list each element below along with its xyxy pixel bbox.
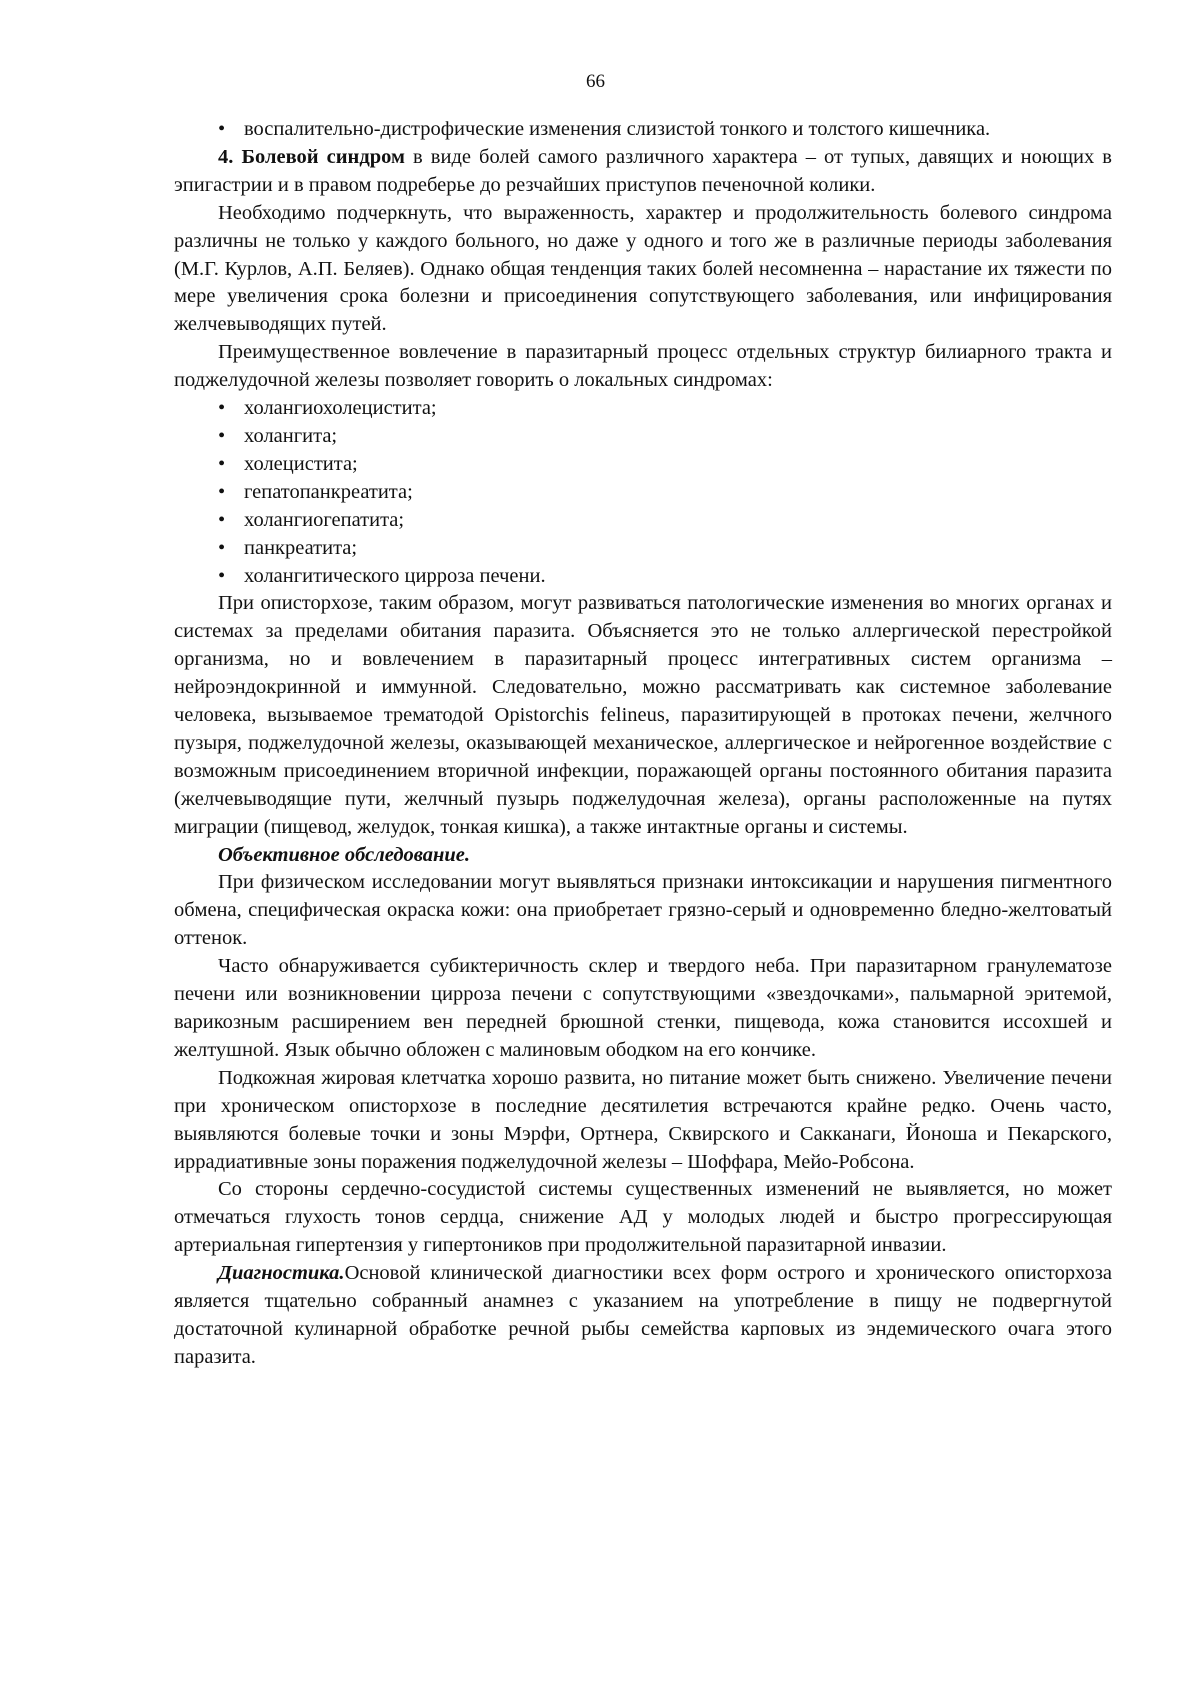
paragraph-local-syndromes: Преимущественное вовлечение в паразитарный процесс отдельных структур билиарного тракта и поджелудочной железы позволяет говорить о локальных синдромах: (174, 341, 1112, 392)
list-item: • холангитического цирроза печени. (218, 563, 1112, 591)
pain-syndrome-heading: 4. Болевой синдром (218, 145, 405, 168)
heading-objective-exam: Объективное обследование. (218, 843, 471, 866)
list-item: • панкреатита; (218, 535, 1112, 563)
list-item: • холецистита; (218, 451, 1112, 479)
syndrome-list (174, 395, 1112, 590)
bullet-item-intestine-changes: • воспалительно-дистрофические изменения слизистой тонкого и толстого кишечника. (218, 116, 1112, 144)
paragraph-diagnostics (174, 1260, 1112, 1372)
list-item: • холангита; (218, 423, 1112, 451)
diagnostics-heading: Диагностика. (218, 1262, 345, 1285)
paragraph-pain-syndrome (174, 144, 1112, 200)
page-number: 66 (586, 71, 605, 92)
diagnostics-text: Основой клинической диагностики всех форм острого и хронического описторхоза является тщательно собранный анамнез с указанием на употребление в пищу не подвергнутой достаточной кулинарной обработке речной рыбы семейства карповых из эндемического очага этого паразита. (174, 1262, 1112, 1368)
list-item: • холангиохолецистита; (218, 395, 1112, 423)
paragraph-exam-skin: При физическом исследовании могут выявляться признаки интоксикации и нарушения пигментного обмена, специфическая окраска кожи: она приобретает грязно-серый и одновременно бледно-желтоватый оттенок. (174, 871, 1112, 950)
paragraph-systemic-disease: При описторхозе, таким образом, могут развиваться патологические изменения во многих органах и системах за пределами обитания паразита. Объясняется это не только аллергической перестройкой организма, но и вовлечением в паразитарный процесс интегративных систем организма – нейроэндокринной и иммунной. Следовательно, можно рассматривать как системное заболевание человека, вызываемое трематодой Opistorchis felineus, паразитирующей в протоках печени, желчного пузыря, поджелудочной железы, оказывающей механическое, аллергическое и нейрогенное воздействие с возможным присоединением вторичной инфекции, поражающей органы постоянного обитания паразита (желчевыводящие пути, желчный пузырь поджелудочная железа), органы расположенные на путях миграции (пищевод, желудок, тонкая кишка), а также интактные органы и системы. (174, 592, 1112, 838)
list-item: • гепатопанкреатита; (218, 479, 1112, 507)
paragraph-pain-note: Необходимо подчеркнуть, что выраженность, характер и продолжительность болевого синдрома различны не только у каждого больного, но даже у одного и того же в различные периоды заболевания (М.Г. Курлов, А.П. Беляев). Однако общая тенденция таких болей несомненна – нарастание их тяжести по мере увеличения срока болезни и присоединения сопутствующего заболевания, или инфицирования желчевыводящих путей. (174, 201, 1112, 336)
paragraph-exam-liver: Подкожная жировая клетчатка хорошо развита, но питание может быть снижено. Увеличение печени при хроническом описторхозе в последние десятилетия встречаются крайне редко. Очень часто, выявляются болевые точки и зоны Мэрфи, Ортнера, Сквирского и Сакканаги, Йоноша и Пекарского, иррадиативные зоны поражения поджелудочной железы – Шоффара, Мейо-Робсона. (174, 1066, 1112, 1173)
page-content (174, 116, 1112, 1372)
pain-syndrome-text: в виде болей самого различного характера – от тупых, давящих и ноющих в эпигастрии и в правом подреберье до резчайших приступов печеночной колики. (174, 145, 1112, 196)
paragraph-exam-cardio: Со стороны сердечно-сосудистой системы существенных изменений не выявляется, но может отмечаться глухость тонов сердца, снижение АД у молодых людей и быстро прогрессирующая артериальная гипертензия у гипертоников при продолжительной паразитарной инвазии. (174, 1178, 1112, 1257)
list-item: • холангиогепатита; (218, 507, 1112, 535)
paragraph-exam-sclera: Часто обнаруживается субиктеричность склер и твердого неба. При паразитарном гранулематозе печени или возникновении цирроза печени с сопутствующими «звездочками», пальмарной эритемой, варикозным расширением вен передней брюшной стенки, пищевода, кожа становится иссохшей и желтушной. Язык обычно обложен с малиновым ободком на его кончике. (174, 955, 1112, 1061)
